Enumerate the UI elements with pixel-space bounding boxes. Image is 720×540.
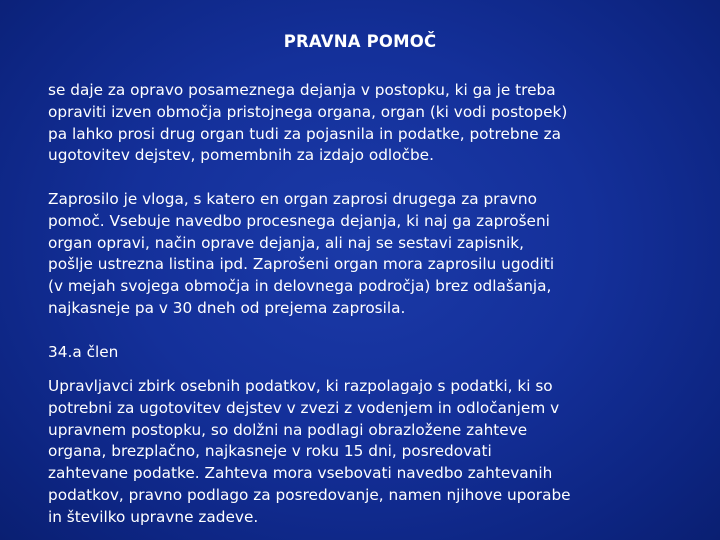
- article-heading: 34.a člen: [48, 343, 119, 361]
- paragraph-request: Zaprosilo je vloga, s katero en organ zaprosi drugega za pravno pomoč. Vsebuje navedbo procesnega dejanja, ki naj ga zaprošeni organ opravi, način oprave dejanja, ali naj se sestavi zapisnik, pošlje ustrezna listina ipd. Zaprošeni organ mora zaprosilu ugoditi (v mejah svojega območja in delovnega področja) brez odlašanja, najkasneje pa v 30 dneh od prejema zaprosila.: [48, 190, 555, 317]
- paragraph-definition: se daje za opravo posameznega dejanja v postopku, ki ga je treba opraviti izven območja pristojnega organa, organ (ki vodi postopek) pa lahko prosi drug organ tudi za pojasnila in podatke, potrebne za ugotovitev dejstev, pomembnih za izdajo odločbe.: [48, 81, 568, 165]
- slide-title: PRAVNA POMOČ: [283, 32, 437, 51]
- paragraph-data-controllers: Upravljavci zbirk osebnih podatkov, ki razpolagajo s podatki, ki so potrebni za ugotovitev dejstev v zvezi z vodenjem in odločanjem v upravnem postopku, so dolžni na podlagi obrazložene zahteve organa, brezplačno, najkasneje v roku 15 dni, posredovati zahtevane podatke. Zahteva mora vsebovati navedbo zahtevanih podatkov, pravno podlago za posredovanje, namen njihove uporabe in številko upravne zadeve.: [48, 377, 571, 526]
